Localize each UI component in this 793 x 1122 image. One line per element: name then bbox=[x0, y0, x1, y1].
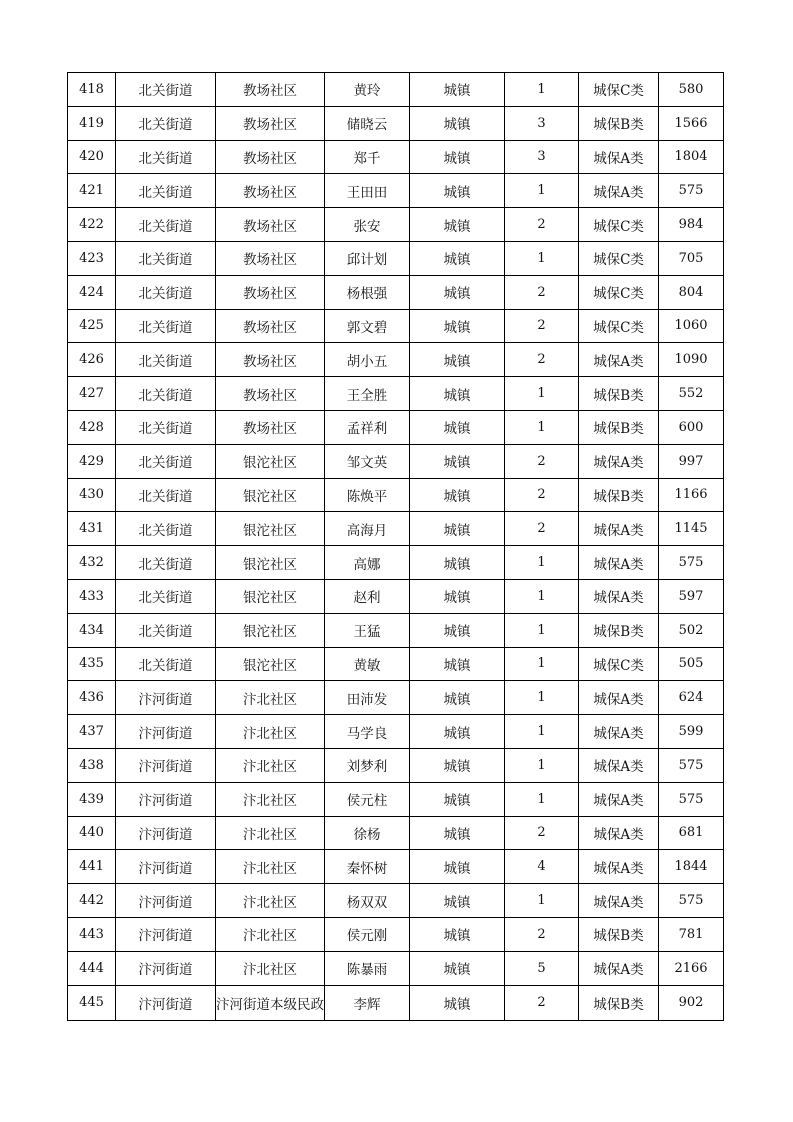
table-row bbox=[68, 512, 724, 546]
row-number-cell: 432 bbox=[68, 546, 116, 580]
category-cell: 城保B类 bbox=[579, 377, 659, 411]
category-cell: 城保A类 bbox=[579, 748, 659, 782]
name-cell: 秦怀树 bbox=[325, 850, 410, 884]
row-number-cell: 435 bbox=[68, 647, 116, 681]
category-cell: 城保C类 bbox=[579, 309, 659, 343]
community-cell: 汴河街道本级民政 bbox=[216, 985, 325, 1020]
table-row bbox=[68, 444, 724, 478]
area-type-cell: 城镇 bbox=[410, 377, 505, 411]
area-type-cell: 城镇 bbox=[410, 73, 505, 107]
household-size-cell: 1 bbox=[505, 410, 579, 444]
category-cell: 城保C类 bbox=[579, 73, 659, 107]
street-cell: 北关街道 bbox=[116, 208, 216, 242]
community-cell: 银沱社区 bbox=[216, 647, 325, 681]
table-row bbox=[68, 917, 724, 951]
name-cell: 侯元刚 bbox=[325, 917, 410, 951]
amount-cell: 681 bbox=[659, 816, 724, 850]
community-cell: 汴北社区 bbox=[216, 917, 325, 951]
row-number-cell: 419 bbox=[68, 106, 116, 140]
street-cell: 北关街道 bbox=[116, 579, 216, 613]
street-cell: 汴河街道 bbox=[116, 917, 216, 951]
area-type-cell: 城镇 bbox=[410, 309, 505, 343]
community-cell: 教场社区 bbox=[216, 174, 325, 208]
row-number-cell: 437 bbox=[68, 715, 116, 749]
area-type-cell: 城镇 bbox=[410, 748, 505, 782]
community-cell: 汴北社区 bbox=[216, 951, 325, 985]
name-cell: 刘梦利 bbox=[325, 748, 410, 782]
table-row bbox=[68, 343, 724, 377]
category-cell: 城保A类 bbox=[579, 444, 659, 478]
area-type-cell: 城镇 bbox=[410, 715, 505, 749]
household-size-cell: 1 bbox=[505, 174, 579, 208]
row-number-cell: 428 bbox=[68, 410, 116, 444]
street-cell: 北关街道 bbox=[116, 410, 216, 444]
amount-cell: 1844 bbox=[659, 850, 724, 884]
area-type-cell: 城镇 bbox=[410, 613, 505, 647]
household-size-cell: 1 bbox=[505, 884, 579, 918]
amount-cell: 597 bbox=[659, 579, 724, 613]
amount-cell: 804 bbox=[659, 275, 724, 309]
household-size-cell: 1 bbox=[505, 647, 579, 681]
community-cell: 教场社区 bbox=[216, 377, 325, 411]
community-cell: 教场社区 bbox=[216, 309, 325, 343]
household-size-cell: 2 bbox=[505, 478, 579, 512]
area-type-cell: 城镇 bbox=[410, 951, 505, 985]
street-cell: 北关街道 bbox=[116, 377, 216, 411]
name-cell: 赵利 bbox=[325, 579, 410, 613]
area-type-cell: 城镇 bbox=[410, 174, 505, 208]
area-type-cell: 城镇 bbox=[410, 208, 505, 242]
street-cell: 北关街道 bbox=[116, 106, 216, 140]
table-row bbox=[68, 985, 724, 1020]
row-number-cell: 441 bbox=[68, 850, 116, 884]
category-cell: 城保B类 bbox=[579, 106, 659, 140]
amount-cell: 575 bbox=[659, 884, 724, 918]
table-row bbox=[68, 782, 724, 816]
amount-cell: 1145 bbox=[659, 512, 724, 546]
area-type-cell: 城镇 bbox=[410, 478, 505, 512]
community-cell: 教场社区 bbox=[216, 73, 325, 107]
community-cell: 银沱社区 bbox=[216, 579, 325, 613]
community-cell: 教场社区 bbox=[216, 410, 325, 444]
area-type-cell: 城镇 bbox=[410, 985, 505, 1020]
table-row bbox=[68, 884, 724, 918]
amount-cell: 575 bbox=[659, 174, 724, 208]
household-size-cell: 2 bbox=[505, 917, 579, 951]
row-number-cell: 418 bbox=[68, 73, 116, 107]
area-type-cell: 城镇 bbox=[410, 917, 505, 951]
household-size-cell: 2 bbox=[505, 816, 579, 850]
area-type-cell: 城镇 bbox=[410, 681, 505, 715]
name-cell: 储晓云 bbox=[325, 106, 410, 140]
amount-cell: 552 bbox=[659, 377, 724, 411]
amount-cell: 705 bbox=[659, 241, 724, 275]
amount-cell: 997 bbox=[659, 444, 724, 478]
amount-cell: 902 bbox=[659, 985, 724, 1020]
category-cell: 城保A类 bbox=[579, 579, 659, 613]
name-cell: 杨根强 bbox=[325, 275, 410, 309]
row-number-cell: 430 bbox=[68, 478, 116, 512]
name-cell: 田沛发 bbox=[325, 681, 410, 715]
category-cell: 城保C类 bbox=[579, 208, 659, 242]
household-size-cell: 1 bbox=[505, 681, 579, 715]
category-cell: 城保A类 bbox=[579, 816, 659, 850]
household-size-cell: 1 bbox=[505, 241, 579, 275]
row-number-cell: 436 bbox=[68, 681, 116, 715]
row-number-cell: 423 bbox=[68, 241, 116, 275]
household-size-cell: 1 bbox=[505, 715, 579, 749]
area-type-cell: 城镇 bbox=[410, 647, 505, 681]
name-cell: 高海月 bbox=[325, 512, 410, 546]
community-cell: 汴北社区 bbox=[216, 816, 325, 850]
row-number-cell: 424 bbox=[68, 275, 116, 309]
amount-cell: 575 bbox=[659, 782, 724, 816]
street-cell: 汴河街道 bbox=[116, 816, 216, 850]
category-cell: 城保A类 bbox=[579, 512, 659, 546]
table-row bbox=[68, 613, 724, 647]
category-cell: 城保A类 bbox=[579, 715, 659, 749]
name-cell: 张安 bbox=[325, 208, 410, 242]
category-cell: 城保B类 bbox=[579, 613, 659, 647]
household-size-cell: 1 bbox=[505, 782, 579, 816]
table-row bbox=[68, 241, 724, 275]
row-number-cell: 434 bbox=[68, 613, 116, 647]
category-cell: 城保A类 bbox=[579, 174, 659, 208]
area-type-cell: 城镇 bbox=[410, 343, 505, 377]
name-cell: 马学良 bbox=[325, 715, 410, 749]
category-cell: 城保A类 bbox=[579, 850, 659, 884]
community-cell: 银沱社区 bbox=[216, 546, 325, 580]
name-cell: 王田田 bbox=[325, 174, 410, 208]
table-row bbox=[68, 579, 724, 613]
household-size-cell: 2 bbox=[505, 309, 579, 343]
street-cell: 北关街道 bbox=[116, 309, 216, 343]
area-type-cell: 城镇 bbox=[410, 106, 505, 140]
table-row bbox=[68, 174, 724, 208]
household-size-cell: 2 bbox=[505, 444, 579, 478]
area-type-cell: 城镇 bbox=[410, 884, 505, 918]
area-type-cell: 城镇 bbox=[410, 410, 505, 444]
amount-cell: 1060 bbox=[659, 309, 724, 343]
category-cell: 城保C类 bbox=[579, 275, 659, 309]
table-row bbox=[68, 140, 724, 174]
community-cell: 教场社区 bbox=[216, 241, 325, 275]
table-row bbox=[68, 275, 724, 309]
household-size-cell: 4 bbox=[505, 850, 579, 884]
row-number-cell: 433 bbox=[68, 579, 116, 613]
community-cell: 教场社区 bbox=[216, 106, 325, 140]
row-number-cell: 425 bbox=[68, 309, 116, 343]
table-row bbox=[68, 816, 724, 850]
area-type-cell: 城镇 bbox=[410, 444, 505, 478]
street-cell: 北关街道 bbox=[116, 241, 216, 275]
amount-cell: 599 bbox=[659, 715, 724, 749]
area-type-cell: 城镇 bbox=[410, 241, 505, 275]
household-size-cell: 3 bbox=[505, 106, 579, 140]
community-cell: 银沱社区 bbox=[216, 613, 325, 647]
community-cell: 教场社区 bbox=[216, 208, 325, 242]
table-row bbox=[68, 478, 724, 512]
name-cell: 黄敏 bbox=[325, 647, 410, 681]
table-row bbox=[68, 73, 724, 107]
area-type-cell: 城镇 bbox=[410, 275, 505, 309]
category-cell: 城保A类 bbox=[579, 782, 659, 816]
category-cell: 城保A类 bbox=[579, 343, 659, 377]
name-cell: 王猛 bbox=[325, 613, 410, 647]
row-number-cell: 444 bbox=[68, 951, 116, 985]
street-cell: 北关街道 bbox=[116, 343, 216, 377]
table-row bbox=[68, 647, 724, 681]
street-cell: 北关街道 bbox=[116, 140, 216, 174]
category-cell: 城保A类 bbox=[579, 951, 659, 985]
name-cell: 徐杨 bbox=[325, 816, 410, 850]
row-number-cell: 442 bbox=[68, 884, 116, 918]
table-row bbox=[68, 715, 724, 749]
street-cell: 汴河街道 bbox=[116, 748, 216, 782]
row-number-cell: 422 bbox=[68, 208, 116, 242]
category-cell: 城保A类 bbox=[579, 546, 659, 580]
household-size-cell: 1 bbox=[505, 377, 579, 411]
name-cell: 郭文碧 bbox=[325, 309, 410, 343]
amount-cell: 575 bbox=[659, 748, 724, 782]
street-cell: 汴河街道 bbox=[116, 884, 216, 918]
category-cell: 城保A类 bbox=[579, 681, 659, 715]
table-row bbox=[68, 208, 724, 242]
amount-cell: 1090 bbox=[659, 343, 724, 377]
name-cell: 李辉 bbox=[325, 985, 410, 1020]
area-type-cell: 城镇 bbox=[410, 512, 505, 546]
row-number-cell: 420 bbox=[68, 140, 116, 174]
name-cell: 陈焕平 bbox=[325, 478, 410, 512]
assistance-roster-table bbox=[67, 72, 724, 1021]
street-cell: 北关街道 bbox=[116, 546, 216, 580]
name-cell: 黄玲 bbox=[325, 73, 410, 107]
name-cell: 陈暴雨 bbox=[325, 951, 410, 985]
household-size-cell: 1 bbox=[505, 73, 579, 107]
street-cell: 北关街道 bbox=[116, 512, 216, 546]
category-cell: 城保B类 bbox=[579, 478, 659, 512]
community-cell: 银沱社区 bbox=[216, 478, 325, 512]
category-cell: 城保B类 bbox=[579, 917, 659, 951]
table-row bbox=[68, 951, 724, 985]
amount-cell: 624 bbox=[659, 681, 724, 715]
amount-cell: 781 bbox=[659, 917, 724, 951]
table-row bbox=[68, 748, 724, 782]
household-size-cell: 3 bbox=[505, 140, 579, 174]
amount-cell: 502 bbox=[659, 613, 724, 647]
table-body bbox=[68, 73, 724, 1021]
street-cell: 北关街道 bbox=[116, 174, 216, 208]
area-type-cell: 城镇 bbox=[410, 816, 505, 850]
name-cell: 孟祥利 bbox=[325, 410, 410, 444]
name-cell: 高娜 bbox=[325, 546, 410, 580]
street-cell: 北关街道 bbox=[116, 647, 216, 681]
area-type-cell: 城镇 bbox=[410, 546, 505, 580]
community-cell: 教场社区 bbox=[216, 140, 325, 174]
table-row bbox=[68, 410, 724, 444]
name-cell: 邹文英 bbox=[325, 444, 410, 478]
street-cell: 汴河街道 bbox=[116, 782, 216, 816]
area-type-cell: 城镇 bbox=[410, 579, 505, 613]
row-number-cell: 421 bbox=[68, 174, 116, 208]
table-row bbox=[68, 546, 724, 580]
category-cell: 城保A类 bbox=[579, 884, 659, 918]
row-number-cell: 429 bbox=[68, 444, 116, 478]
area-type-cell: 城镇 bbox=[410, 782, 505, 816]
community-cell: 汴北社区 bbox=[216, 748, 325, 782]
table-row bbox=[68, 681, 724, 715]
table-row bbox=[68, 309, 724, 343]
name-cell: 王全胜 bbox=[325, 377, 410, 411]
household-size-cell: 1 bbox=[505, 748, 579, 782]
row-number-cell: 431 bbox=[68, 512, 116, 546]
amount-cell: 1804 bbox=[659, 140, 724, 174]
household-size-cell: 2 bbox=[505, 343, 579, 377]
category-cell: 城保A类 bbox=[579, 140, 659, 174]
amount-cell: 600 bbox=[659, 410, 724, 444]
row-number-cell: 427 bbox=[68, 377, 116, 411]
street-cell: 北关街道 bbox=[116, 478, 216, 512]
amount-cell: 2166 bbox=[659, 951, 724, 985]
household-size-cell: 2 bbox=[505, 985, 579, 1020]
community-cell: 汴北社区 bbox=[216, 681, 325, 715]
household-size-cell: 5 bbox=[505, 951, 579, 985]
amount-cell: 505 bbox=[659, 647, 724, 681]
row-number-cell: 443 bbox=[68, 917, 116, 951]
name-cell: 杨双双 bbox=[325, 884, 410, 918]
name-cell: 侯元柱 bbox=[325, 782, 410, 816]
community-cell: 教场社区 bbox=[216, 275, 325, 309]
name-cell: 胡小五 bbox=[325, 343, 410, 377]
household-size-cell: 1 bbox=[505, 546, 579, 580]
street-cell: 北关街道 bbox=[116, 613, 216, 647]
community-cell: 汴北社区 bbox=[216, 884, 325, 918]
household-size-cell: 2 bbox=[505, 208, 579, 242]
amount-cell: 1566 bbox=[659, 106, 724, 140]
street-cell: 汴河街道 bbox=[116, 985, 216, 1020]
category-cell: 城保C类 bbox=[579, 647, 659, 681]
community-cell: 银沱社区 bbox=[216, 512, 325, 546]
area-type-cell: 城镇 bbox=[410, 140, 505, 174]
amount-cell: 984 bbox=[659, 208, 724, 242]
household-size-cell: 1 bbox=[505, 579, 579, 613]
table-row bbox=[68, 106, 724, 140]
row-number-cell: 440 bbox=[68, 816, 116, 850]
row-number-cell: 426 bbox=[68, 343, 116, 377]
street-cell: 汴河街道 bbox=[116, 681, 216, 715]
community-cell: 汴北社区 bbox=[216, 850, 325, 884]
street-cell: 汴河街道 bbox=[116, 850, 216, 884]
street-cell: 北关街道 bbox=[116, 444, 216, 478]
street-cell: 北关街道 bbox=[116, 73, 216, 107]
community-cell: 汴北社区 bbox=[216, 715, 325, 749]
category-cell: 城保C类 bbox=[579, 241, 659, 275]
community-cell: 银沱社区 bbox=[216, 444, 325, 478]
row-number-cell: 439 bbox=[68, 782, 116, 816]
name-cell: 郑千 bbox=[325, 140, 410, 174]
amount-cell: 580 bbox=[659, 73, 724, 107]
amount-cell: 575 bbox=[659, 546, 724, 580]
row-number-cell: 445 bbox=[68, 985, 116, 1020]
category-cell: 城保B类 bbox=[579, 985, 659, 1020]
table-row bbox=[68, 377, 724, 411]
household-size-cell: 2 bbox=[505, 275, 579, 309]
area-type-cell: 城镇 bbox=[410, 850, 505, 884]
name-cell: 邱计划 bbox=[325, 241, 410, 275]
household-size-cell: 1 bbox=[505, 613, 579, 647]
amount-cell: 1166 bbox=[659, 478, 724, 512]
category-cell: 城保B类 bbox=[579, 410, 659, 444]
street-cell: 汴河街道 bbox=[116, 951, 216, 985]
table-row bbox=[68, 850, 724, 884]
street-cell: 北关街道 bbox=[116, 275, 216, 309]
row-number-cell: 438 bbox=[68, 748, 116, 782]
community-cell: 教场社区 bbox=[216, 343, 325, 377]
community-cell: 汴北社区 bbox=[216, 782, 325, 816]
household-size-cell: 2 bbox=[505, 512, 579, 546]
street-cell: 汴河街道 bbox=[116, 715, 216, 749]
